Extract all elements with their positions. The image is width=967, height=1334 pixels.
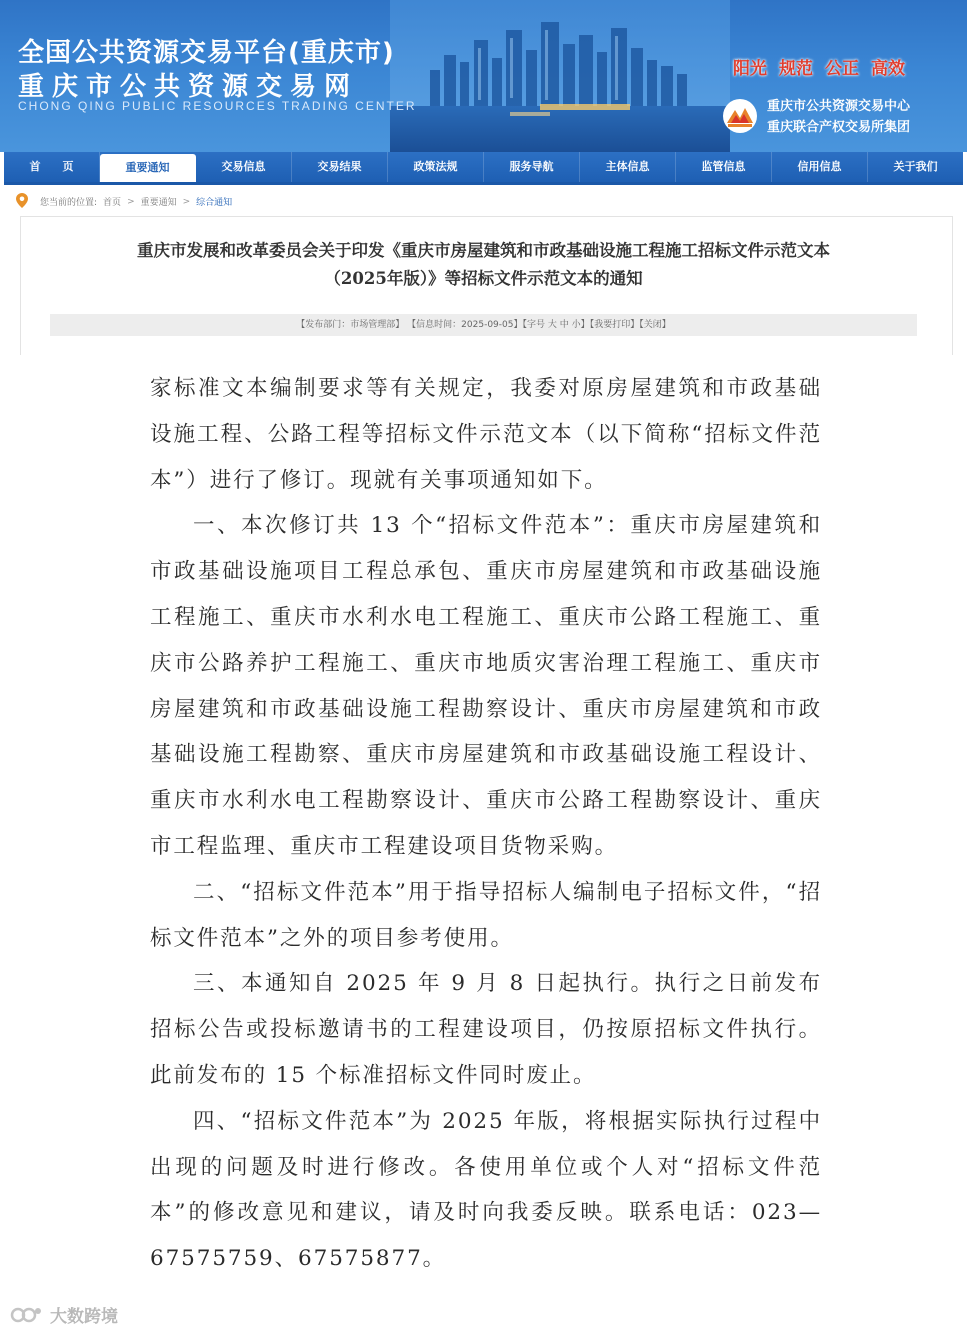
nav-entity-info[interactable]: 主体信息 (580, 152, 676, 182)
org-name-trading-center: 重庆市公共资源交易中心 (767, 99, 911, 114)
site-title-english: CHONG QING PUBLIC RESOURCES TRADING CENTER (18, 99, 417, 113)
meta-font-size-suffix: 】 (580, 320, 590, 330)
slogan-standard: 规范 (779, 59, 813, 79)
breadcrumb-separator-icon: > (182, 196, 191, 207)
nav-credit-info[interactable]: 信用信息 (772, 152, 868, 182)
city-skyline-illustration (390, 0, 730, 152)
nav-important-notices[interactable]: 重要通知 (100, 154, 196, 182)
breadcrumb-separator-icon: > (127, 196, 135, 207)
breadcrumb (4, 185, 963, 215)
slogan-fair: 公正 (825, 59, 859, 79)
font-size-large-button[interactable]: 大 (547, 320, 557, 330)
meta-info-time: 【信息时间：2025-09-05】 (407, 320, 523, 330)
org-name-property-exchange: 重庆联合产权交易所集团 (767, 120, 911, 135)
font-size-medium-button[interactable]: 中 (559, 320, 569, 330)
close-button[interactable]: 【关闭】 (639, 320, 671, 330)
watermark-text: 大数跨境 (50, 1307, 118, 1327)
nav-trade-results[interactable]: 交易结果 (292, 152, 388, 182)
print-button[interactable]: 【我要打印】 (589, 320, 640, 330)
breadcrumb-prefix: 您当前的位置: (40, 198, 98, 208)
nav-supervision-info[interactable]: 监管信息 (676, 152, 772, 182)
doc-paragraph-item-1: 一、本次修订共 13 个“招标文件范本”：重庆市房屋建筑和市政基础设施项目工程总承包、重庆市房屋建筑和市政基础设施工程施工、重庆市水利水电工程施工、重庆市公路工程施工、重庆市公路养护工程施工、重庆市地质灾害治理工程施工、重庆市房屋建筑和市政基础设施工程勘察设计、重庆市房屋建筑和市政基础设施工程勘察、重庆市房屋建筑和市政基础设施工程设计、重庆市水利水电工程勘察设计、重庆市公路工程勘察设计、重庆市工程监理、重庆市工程建设项目货物采购。 (150, 513, 822, 859)
article-title-line2: （2025年版）》等招标文件示范文本的通知 (324, 269, 643, 288)
article-title (20, 237, 947, 293)
doc-paragraph-item-3: 三、本通知自 2025 年 9 月 8 日起执行。执行之日前发布招标公告或投标邀请书的工程建设项目，仍按原招标文件执行。此前发布的 15 个标准招标文件同时废止。 (150, 971, 822, 1088)
nav-trade-info[interactable]: 交易信息 (196, 152, 292, 182)
doc-paragraph-item-4: 四、“招标文件范本”为 2025 年版，将根据实际执行过程中出现的问题及时进行修改。各使用单位或个人对“招标文件范本”的修改意见和建议，请及时向我委反映。联系电话：023—67575759、67575877。 (150, 1108, 822, 1272)
nav-service-guide[interactable]: 服务导航 (484, 152, 580, 182)
watermark-logo-icon (10, 1305, 44, 1325)
font-size-small-button[interactable]: 小 (571, 320, 581, 330)
slogan-group (733, 54, 905, 79)
platform-title: 全国公共资源交易平台(重庆市) (18, 38, 395, 68)
nav-about-us[interactable]: 关于我们 (893, 160, 938, 173)
site-header-banner (0, 0, 967, 152)
doc-paragraph-intro: 家标准文本编制要求等有关规定，我委对原房屋建筑和市政基础设施工程、公路工程等招标文件示范文本（以下简称“招标文件范本”）进行了修订。现就有关事项通知如下。 (150, 376, 822, 493)
organization-names (767, 96, 910, 138)
source-watermark (10, 1302, 118, 1327)
breadcrumb-important-notices[interactable]: 重要通知 (140, 198, 177, 208)
breadcrumb-home[interactable]: 首页 (103, 198, 122, 208)
meta-font-size-prefix: 【字号 (522, 320, 545, 330)
nav-policies[interactable]: 政策法规 (388, 152, 484, 182)
document-body (150, 366, 822, 1282)
article-meta-bar (50, 314, 917, 336)
article-title-line1: 重庆市发展和改革委员会关于印发《重庆市房屋建筑和市政基础设施工程施工招标文件示范文本 (137, 241, 830, 260)
site-title: 重庆市公共资源交易网 (18, 72, 359, 102)
main-nav (4, 152, 963, 185)
meta-department: 【发布部门：市场管理部】 (296, 320, 405, 330)
breadcrumb-current[interactable]: 综合通知 (196, 198, 233, 208)
slogan-efficient: 高效 (871, 59, 905, 79)
slogan-sunshine: 阳光 (733, 59, 767, 79)
nav-home[interactable]: 首 页 (4, 152, 100, 182)
location-pin-icon (16, 193, 28, 208)
doc-paragraph-item-2: 二、“招标文件范本”用于指导招标人编制电子招标文件，“招标文件范本”之外的项目参考使用。 (150, 879, 822, 951)
trading-center-logo-icon (722, 98, 758, 134)
